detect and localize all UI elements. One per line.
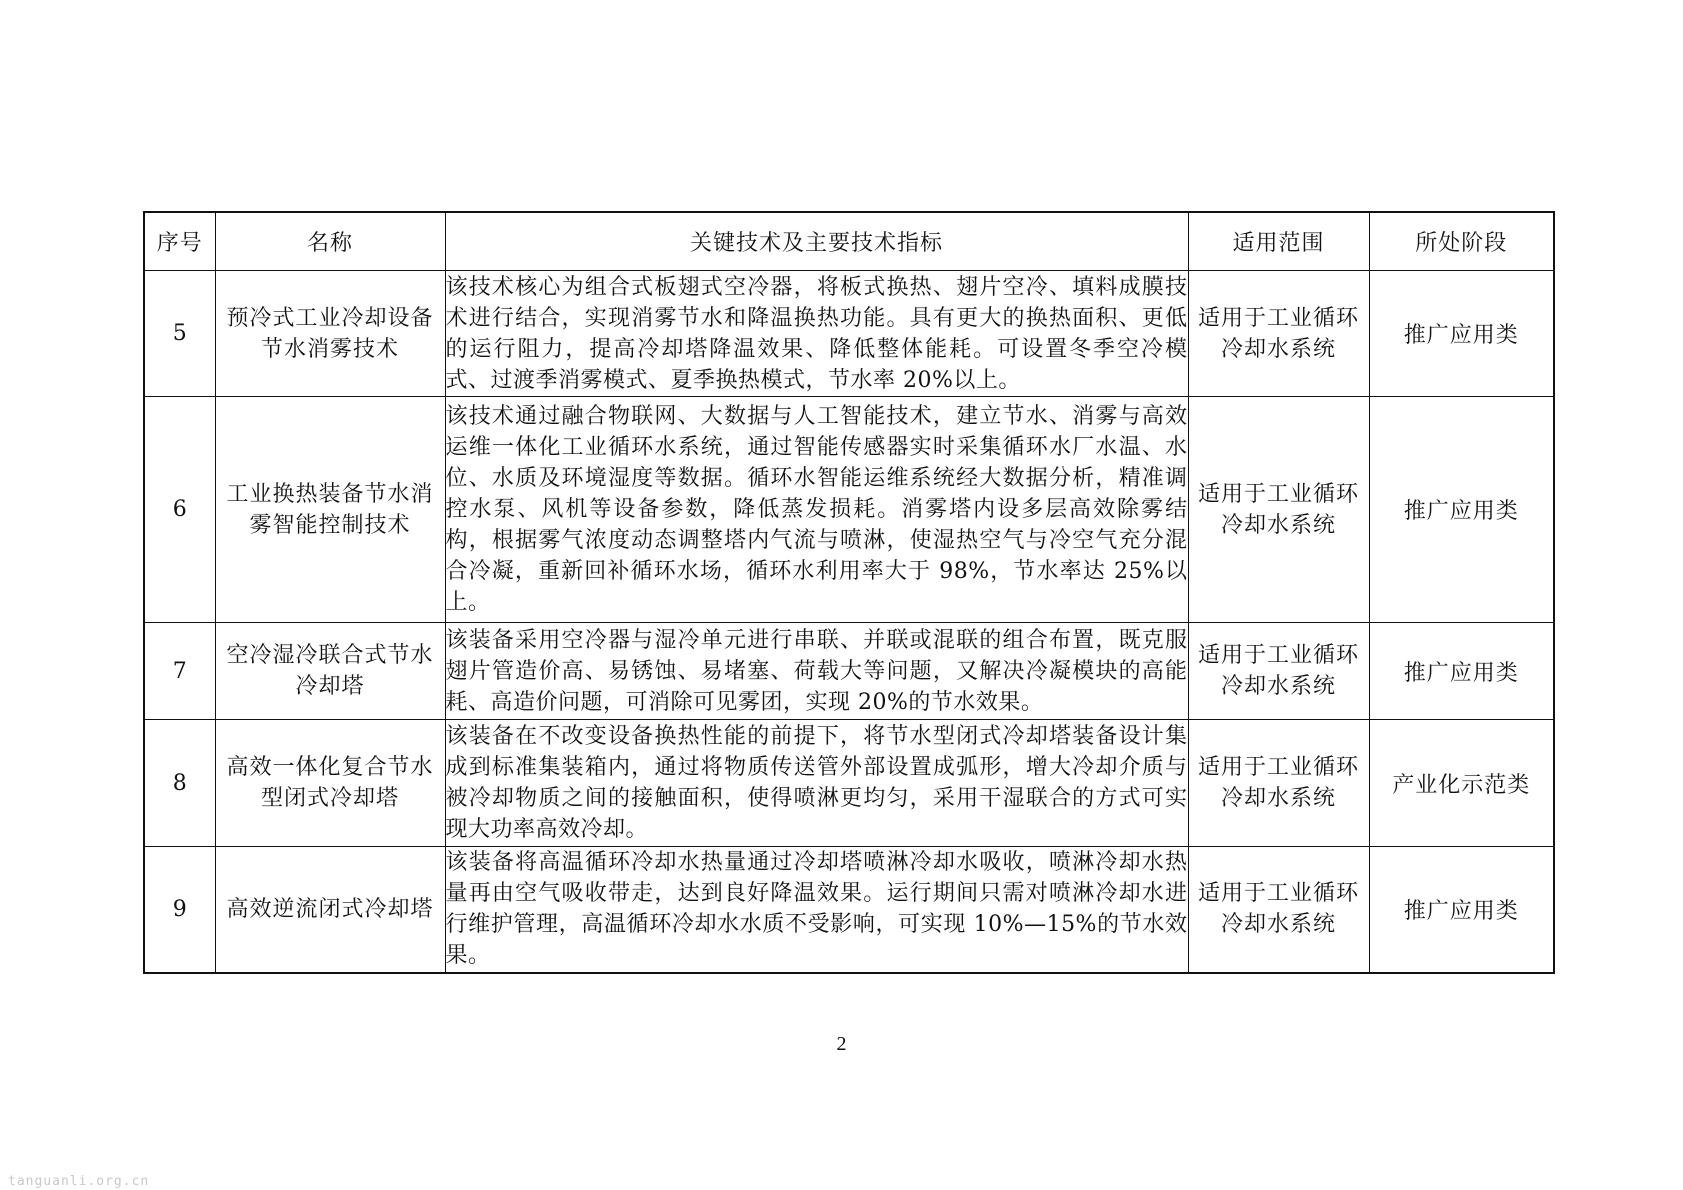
row-stage: 产业化示范类 <box>1369 720 1554 847</box>
table-row <box>144 271 1554 397</box>
row-stage: 推广应用类 <box>1369 847 1554 973</box>
row-scope: 适用于工业循环冷却水系统 <box>1188 271 1369 397</box>
row-description: 该技术通过融合物联网、大数据与人工智能技术，建立节水、消雾与高效运维一体化工业循环水系统，通过智能传感器实时采集循环水厂水温、水位、水质及环境湿度等数据。循环水智能运维系统经大数据分析，精准调控水泵、风机等设备参数，降低蒸发损耗。消雾塔内设多层高效除雾结构，根据雾气浓度动态调整塔内气流与喷淋，使湿热空气与冷空气充分混合冷凝，重新回补循环水场，循环水利用率大于 98%，节水率达 25%以上。 <box>445 397 1188 623</box>
row-number: 8 <box>144 720 215 847</box>
header-scope: 适用范围 <box>1188 212 1369 271</box>
row-name: 工业换热装备节水消雾智能控制技术 <box>215 397 445 623</box>
row-number: 6 <box>144 397 215 623</box>
row-stage: 推广应用类 <box>1369 271 1554 397</box>
row-number: 5 <box>144 271 215 397</box>
row-name: 高效一体化复合节水型闭式冷却塔 <box>215 720 445 847</box>
table-row <box>144 847 1554 973</box>
row-stage: 推广应用类 <box>1369 397 1554 623</box>
row-description: 该装备在不改变设备换热性能的前提下，将节水型闭式冷却塔装备设计集成到标准集装箱内，通过将物质传送管外部设置成弧形，增大冷却介质与被冷却物质之间的接触面积，使得喷淋更均匀，采用干湿联合的方式可实现大功率高效冷却。 <box>445 720 1188 847</box>
table-row <box>144 397 1554 623</box>
page-number: 2 <box>836 1033 847 1055</box>
watermark-text: tanguanli.org.cn <box>8 1174 150 1189</box>
row-name: 预冷式工业冷却设备节水消雾技术 <box>215 271 445 397</box>
row-description: 该装备采用空冷器与湿冷单元进行串联、并联或混联的组合布置，既克服翅片管造价高、易锈蚀、易堵塞、荷载大等问题，又解决冷凝模块的高能耗、高造价问题，可消除可见雾团，实现 20%的节水效果。 <box>445 623 1188 720</box>
header-stage: 所处阶段 <box>1369 212 1554 271</box>
row-stage: 推广应用类 <box>1369 623 1554 720</box>
technology-table <box>143 211 1555 974</box>
table-header-row <box>144 212 1554 271</box>
row-scope: 适用于工业循环冷却水系统 <box>1188 720 1369 847</box>
row-scope: 适用于工业循环冷却水系统 <box>1188 847 1369 973</box>
header-name: 名称 <box>215 212 445 271</box>
row-scope: 适用于工业循环冷却水系统 <box>1188 397 1369 623</box>
row-number: 7 <box>144 623 215 720</box>
row-number: 9 <box>144 847 215 973</box>
table-row <box>144 623 1554 720</box>
row-name: 空冷湿冷联合式节水冷却塔 <box>215 623 445 720</box>
row-description: 该装备将高温循环冷却水热量通过冷却塔喷淋冷却水吸收，喷淋冷却水热量再由空气吸收带走，达到良好降温效果。运行期间只需对喷淋冷却水进行维护管理，高温循环冷却水水质不受影响，可实现 10%—15%的节水效果。 <box>445 847 1188 973</box>
row-scope: 适用于工业循环冷却水系统 <box>1188 623 1369 720</box>
header-number: 序号 <box>144 212 215 271</box>
header-description: 关键技术及主要技术指标 <box>445 212 1188 271</box>
table-row <box>144 720 1554 847</box>
row-name: 高效逆流闭式冷却塔 <box>215 847 445 973</box>
row-description: 该技术核心为组合式板翅式空冷器，将板式换热、翅片空冷、填料成膜技术进行结合，实现消雾节水和降温换热功能。具有更大的换热面积、更低的运行阻力，提高冷却塔降温效果、降低整体能耗。可设置冬季空冷模式、过渡季消雾模式、夏季换热模式，节水率 20%以上。 <box>445 271 1188 397</box>
